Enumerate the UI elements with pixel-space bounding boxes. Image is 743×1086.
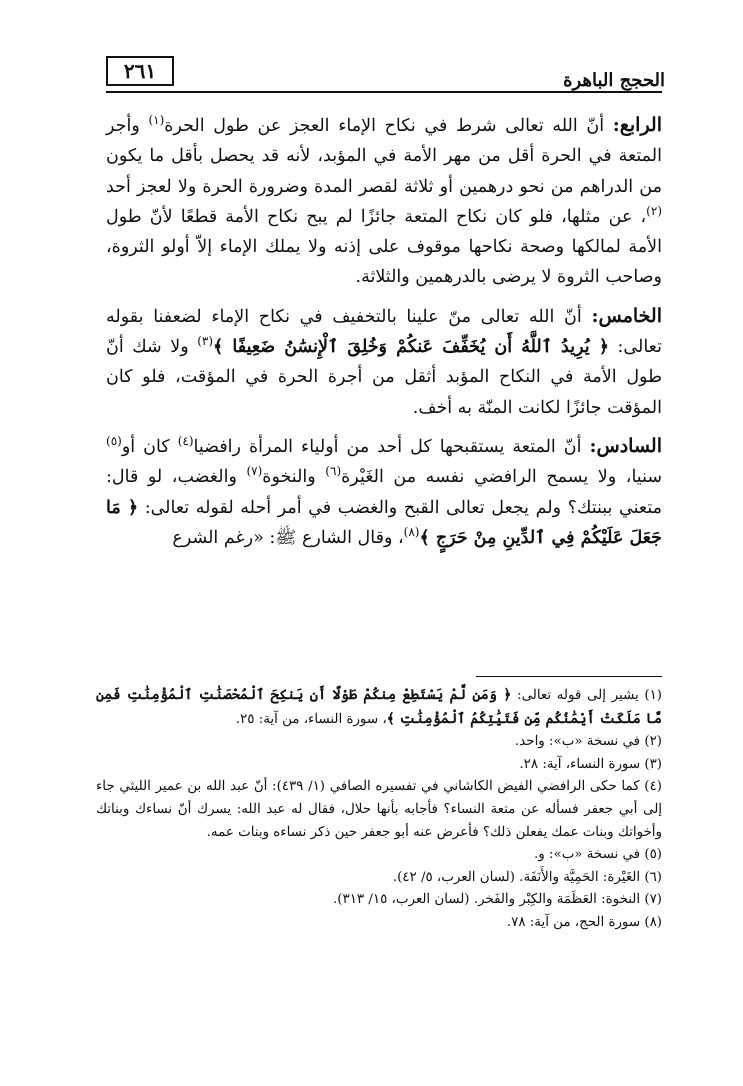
footnote-3 <box>96 754 662 777</box>
text-span: كان أو <box>121 436 178 457</box>
page-header <box>0 0 743 100</box>
text-span: والنخوة <box>262 467 326 488</box>
footnote-ref: (٣) <box>197 334 214 349</box>
text-span: ، وقال الشارع ﷺ: «رغم الشرع <box>172 527 404 548</box>
quran-verse: ﴿ يُرِيدُ ٱللَّهُ أَن يُخَفِّفَ عَنكُمْ وَخُلِقَ ٱلْإِنسَٰنُ ضَعِيفًا ﴾ <box>213 337 609 358</box>
paragraph-lead: الرابع: <box>612 114 662 136</box>
footnote-5 <box>96 844 662 867</box>
text-span: ، سورة النساء، من آية: ٢٥. <box>235 711 387 727</box>
footnote-ref: (٨) <box>403 525 420 540</box>
quran-verse: ﴿ وَمَن لَّمْ يَسْتَطِعْ مِنكُمْ طَوْلًا أَن يَنكِحَ ٱلْمُحْصَنَٰتِ ٱلْمُؤْمِنَٰتِ فَمِن مَّا مَلَكَتْ أَيْمَٰنُكُم مِّن فَتَيَٰتِكُمُ ٱلْمُؤْمِنَٰتِ ﴾ <box>96 687 662 727</box>
paragraph <box>106 431 662 553</box>
footnote-ref: (١) <box>148 113 165 128</box>
running-title: الحجج الباهرة <box>563 70 665 91</box>
footnote-7 <box>96 889 662 912</box>
text-span: (٧) النخوة: العَظَمَة والكِبْر والفَخر. (لسان العرب، ١٥/ ٣١٣). <box>333 892 662 908</box>
text-span: (٤) كما حكى الرافضي الفيض الكاشاني في تفسيره الصافي (١/ ٤٣٩): أنّ عبد الله بن عمير الليثي جاء إلى أبي جعفر فسأله عن متعة النساء؟ فأجابه بأنها حلال، فقال له عبد الله: يسرك أنّ نساءك وبناتك وأخواتك وبنات عمك يفعلن ذلك؟ فأعرض عنه أبو جعفر حين ذكر نساءه وبنات عمه. <box>96 779 662 840</box>
text-span: ولا شك أنّ طول الأمة في النكاح المؤبد أثقل من أجرة الحرة في المؤقت، فلو كان المؤقت جائزًا لكانت المنّة به أخف. <box>106 337 662 418</box>
footnote-ref: (٦) <box>325 464 342 479</box>
text-span: أنّ المتعة يستقبحها كل أحد من أولياء المرأة رافضيا <box>193 436 590 457</box>
paragraph <box>106 110 662 293</box>
text-span: والغضب، لو قال: متعني ببنتك؟ ولم يجعل تعالى القبح والغضب في أمر أحله لقوله تعالى: <box>106 467 662 518</box>
paragraph <box>106 301 662 423</box>
header-rule <box>106 91 662 93</box>
text-span: سنيا، ولا يسمح الرافضي نفسه من الغَيْرة <box>341 467 663 488</box>
footnotes <box>96 684 662 935</box>
footnote-ref: (٤) <box>177 434 194 449</box>
text-span: أنّ الله تعالى منّ علينا بالتخفيف في نكاح الإماء لضعفنا بقوله تعالى: <box>106 306 662 358</box>
text-span: (٢) في نسخة «ب»: واحد. <box>515 734 662 750</box>
footnote-2 <box>96 731 662 754</box>
text-span: أنّ الله تعالى شرط في نكاح الإماء العجز عن طول الحرة <box>164 116 613 136</box>
footnote-ref: (٢) <box>646 204 662 219</box>
text-span: (١) يشير إلى قوله تعالى: <box>511 688 662 703</box>
text-span: (٥) في نسخة «ب»: و. <box>534 847 662 863</box>
footnote-ref: (٥) <box>106 434 122 449</box>
footnote-8 <box>96 912 662 935</box>
paragraph-lead: الخامس: <box>591 304 662 327</box>
footnote-6 <box>96 867 662 890</box>
paragraph-lead: السادس: <box>589 434 662 457</box>
footnote-1 <box>96 684 662 731</box>
footnote-rule <box>476 676 662 677</box>
text-span: (٣) سورة النساء، آية: ٢٨. <box>519 756 662 772</box>
text-span: (٦) الغَيْرة: الحَمِيَّة والأَنَفَة. (لسان العرب، ٥/ ٤٢). <box>392 869 662 885</box>
footnote-ref: (٧) <box>246 464 263 479</box>
text-span: وأجر المتعة في الحرة أقل من مهر الأمة في المؤبد، لأنه قد يحصل بأقل ما يكون من الدراهم من نحو درهمين أو ثلاثة لقصر المدة وضرورة الحرة ولا لعجز أحد <box>106 116 662 197</box>
page-number: ٢٦١ <box>106 56 174 86</box>
text-span: (٨) سورة الحج، من آية: ٧٨. <box>506 914 662 930</box>
main-text <box>106 110 662 561</box>
text-span: ، عن مثلها، فلو كان نكاح المتعة جائزًا لم يبح نكاح الأمة قطعًا لأنّ طول الأمة لمالكها وصحة نكاحها موقوف على إذنه ولا يملك الإماء إلاّ أولو الثروة، وصاحب الثروة لا يرضى بالدرهمين والثلاثة. <box>106 206 662 288</box>
footnote-4 <box>96 776 662 844</box>
quran-verse: ﴿ مَا جَعَلَ عَلَيْكُمْ فِي ٱلدِّينِ مِنْ حَرَجٍ ﴾ <box>106 497 662 548</box>
